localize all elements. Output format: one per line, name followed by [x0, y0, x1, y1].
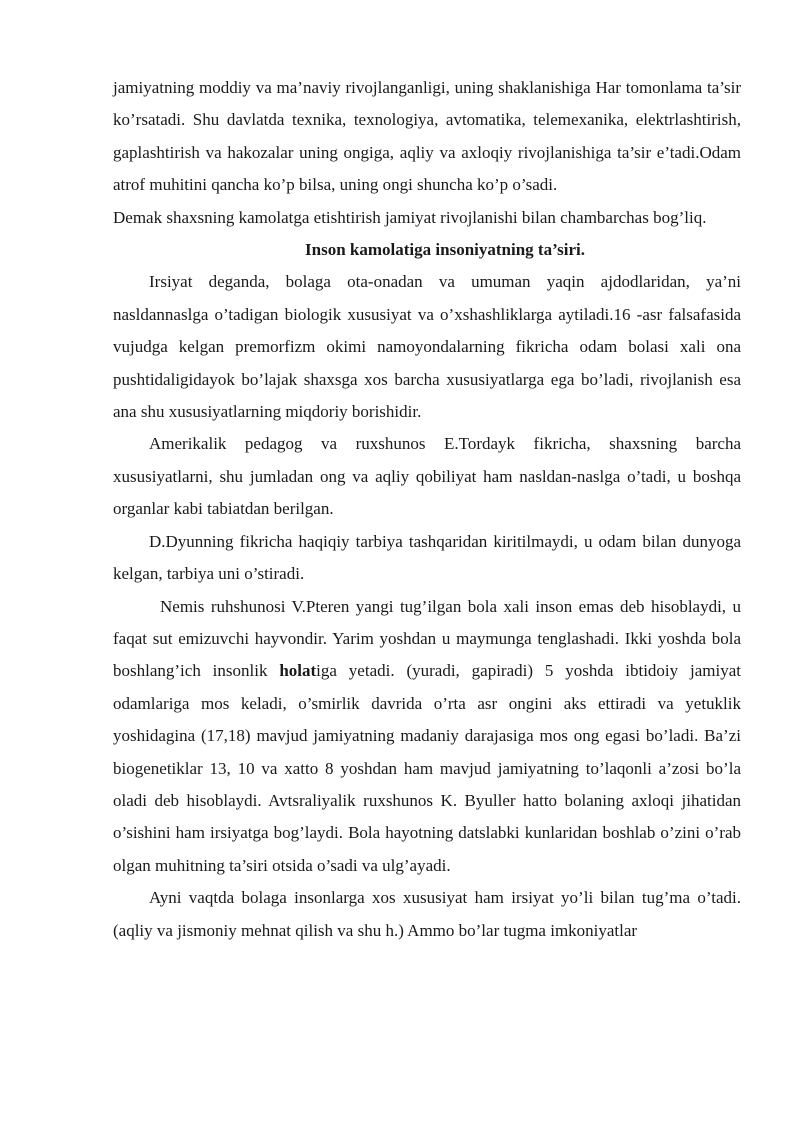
final-paragraph: Ayni vaqtda bolaga insonlarga xos xususiyat ham irsiyat yo’li bilan tug’ma o’tadi. (aqliy va jismoniy mehnat qilish va shu h.) Ammo bo’lar tugma imkoniyatlar [113, 888, 741, 940]
bold-term: holat [279, 661, 317, 681]
preyer-text-start: Nemis ruhshunosi V.Pteren yangi tug’ilgan bola xali inson emas deb hisoblaydi, u faqat sut emizuvchi hayvondir. Yarim yoshdan u maymunga tenglashadi. Ikki yoshda bola boshlang’ich insonlik [113, 596, 741, 681]
document-page [113, 72, 741, 947]
preyer-text-end: iga yetadi. (yuradi, gapiradi) 5 yoshda ibtidoiy jamiyat odamlariga mos keladi, o’smirlik davrida o’rta asr ongini aks ettiradi va yetuklik yoshidagina (17,18) mavjud jamiyatning madaniy darajasiga mos ong egasi bo’ladi. Ba’zi biogenetiklar 13, 10 va xatto 8 yoshdan ham mavjud jamiyatning to’laqonli a’zosi bo’la oladi deb hisoblaydi. Avtsraliyalik ruxshunos K. Byuller hatto bolaning axloqi jihatidan o’sishini ham irsiyatga bog’laydi. Bola hayotning datslabki kunlaridan boshlab o’zini o’rab olgan muhitning ta’siri otsida o’sadi va ulg’ayadi. [113, 661, 741, 875]
intro-paragraph: jamiyatning moddiy va ma’naviy rivojlanganligi, uning shaklanishiga Har tomonlama ta’sir ko’rsatadi. Shu davlatda texnika, texnologiya, avtomatika, telemexanika, elektrlashtirish, gaplashtirish va hakozalar uning ongiga, aqliy va axloqiy rivojlanishiga ta’sir e’tadi.Odam atrof muhitini qancha ko’p bilsa, uning ongi shuncha ko’p o’sadi. [113, 78, 741, 195]
preyer-paragraph [113, 591, 741, 883]
conclusion-paragraph: Demak shaxsning kamolatga etishtirish jamiyat rivojlanishi bilan chambarchas bog’liq. [113, 207, 707, 227]
heredity-paragraph: Irsiyat deganda, bolaga ota-onadan va umuman yaqin ajdodlaridan, ya’ni nasldannaslga o’tadigan biologik xususiyat va o’xshashliklarga aytiladi.16 -asr falsafasida vujudga kelgan premorfizm okimi namoyondalarning fikricha odam bolasi xali ona pushtidaligidayok bo’lajak shaxsga xos barcha xususiyatlarga ega bo’ladi, rivojlanish esa ana shu xususiyatlarning miqdoriy borishidir. [113, 272, 741, 422]
section-heading: Inson kamolatiga insoniyatning ta’siri. [305, 240, 585, 260]
dewey-paragraph: D.Dyunning fikricha haqiqiy tarbiya tashqaridan kiritilmaydi, u odam bilan dunyoga kelgan, tarbiya uni o’stiradi. [113, 531, 741, 584]
thorndike-paragraph: Amerikalik pedagog va ruxshunos E.Tordayk fikricha, shaxsning barcha xususiyatlarni, shu jumladan ong va aqliy qobiliyat ham nasldan-naslga o’tadi, u boshqa organlar kabi tabiatdan berilgan. [113, 434, 741, 519]
